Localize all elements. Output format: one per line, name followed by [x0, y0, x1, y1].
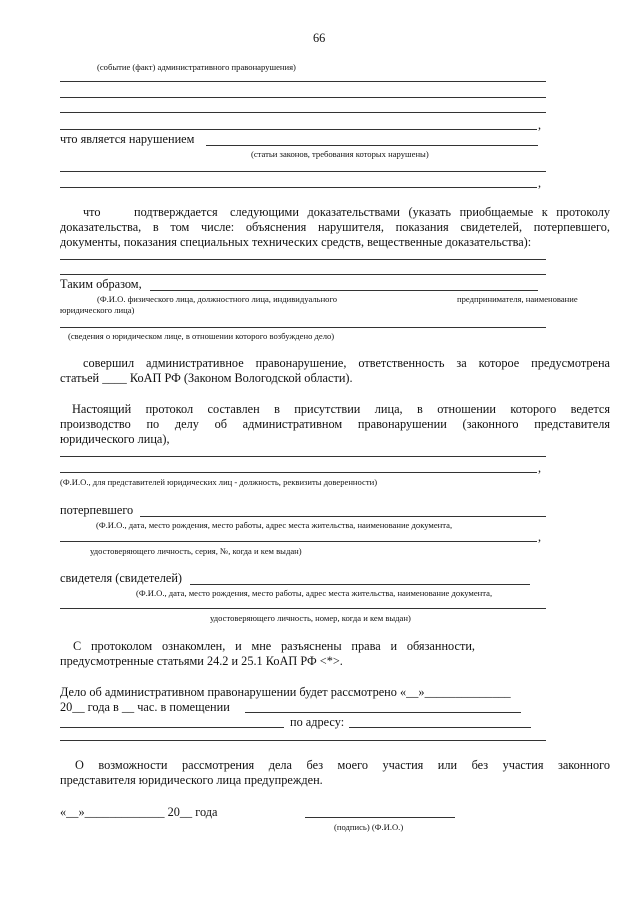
- hearing-address-field: [349, 727, 531, 728]
- victim-line-2: [60, 541, 537, 542]
- signature-caption: (подпись) (Ф.И.О.): [334, 822, 404, 832]
- evidence-line1-a: что: [83, 205, 101, 219]
- violation-label: что является нарушением: [60, 132, 195, 146]
- evidence-line2: доказательства, в том числе: объяснения нарушителя, показания свидетелей, потерпевшего,: [60, 220, 610, 234]
- rights-line1: С протоколом ознакомлен, и мне разъяснены права и обязанности,: [73, 639, 475, 653]
- thus-label: Таким образом,: [60, 277, 142, 291]
- signature-field: [305, 817, 455, 818]
- presence-line2: производство по делу об административном правонарушении (законного представителя: [60, 417, 610, 431]
- notice-line1: О возможности рассмотрения дела без моего участия или без участия законного: [75, 758, 610, 772]
- presence-line3: юридического лица),: [60, 432, 170, 446]
- witness-line-2: [60, 608, 546, 609]
- victim-caption-1: (Ф.И.О., дата, место рождения, место работы, адрес места жительства, наименование документа,: [96, 520, 453, 530]
- hearing-address-line-2: [60, 740, 546, 741]
- rep-caption: (Ф.И.О., для представителей юридических лиц - должность, реквизиты доверенности): [60, 477, 378, 487]
- committed-line2: статьей ____ КоАП РФ (Законом Вологодской области).: [60, 371, 353, 385]
- violation-line-3: [60, 187, 537, 188]
- witness-field: [190, 584, 530, 585]
- evidence-line-2: [60, 274, 546, 275]
- rep-line-1: [60, 456, 546, 457]
- page-number: 66: [313, 31, 326, 45]
- person-caption-1a: (Ф.И.О. физического лица, должностного лица, индивидуального: [97, 294, 338, 304]
- hearing-pre-address-field: [60, 727, 284, 728]
- event-line-1: [60, 81, 546, 82]
- victim-caption-2: удостоверяющего личность, серия, №, когда и кем выдан): [90, 546, 302, 556]
- event-line-2: [60, 97, 546, 98]
- thus-field: [150, 290, 538, 291]
- violation-comma: ,: [538, 176, 542, 190]
- notice-line2: представителя юридического лица предупрежден.: [60, 773, 323, 787]
- evidence-line1-b: подтверждается: [134, 205, 218, 219]
- witness-label: свидетеля (свидетелей): [60, 571, 183, 585]
- evidence-line-1: [60, 259, 546, 260]
- victim-comma: ,: [538, 530, 542, 544]
- event-line-3: [60, 112, 546, 113]
- hearing-room-field: [245, 712, 521, 713]
- victim-field: [140, 516, 546, 517]
- person-caption-2: юридического лица): [60, 305, 135, 315]
- evidence-line3: документы, показания специальных технических средств, вещественные доказательства):: [60, 235, 532, 249]
- hearing-address-label: по адресу:: [290, 715, 345, 729]
- witness-caption-2: удостоверяющего личность, номер, когда и кем выдан): [210, 613, 411, 623]
- event-line-4: [60, 129, 537, 130]
- rep-line-2: [60, 472, 537, 473]
- violation-caption: (статьи законов, требования которых нарушены): [251, 149, 429, 159]
- witness-caption-1: (Ф.И.О., дата, место рождения, место работы, адрес места жительства, наименование документа,: [136, 588, 493, 598]
- event-comma: ,: [538, 118, 542, 132]
- violation-field: [206, 145, 538, 146]
- violation-line-2: [60, 171, 546, 172]
- evidence-line1-c: следующими доказательствами (указать приобщаемые к протоколу: [230, 205, 610, 219]
- victim-label: потерпевшего: [60, 503, 134, 517]
- entity-caption: (сведения о юридическом лице, в отношении которого возбуждено дело): [68, 331, 335, 341]
- committed-line1: совершил административное правонарушение, ответственность за которое предусмотрена: [83, 356, 610, 370]
- rep-comma: ,: [538, 461, 542, 475]
- date-line: «__»_____________ 20__ года: [60, 805, 218, 819]
- entity-field: [60, 327, 546, 328]
- event-caption: (событие (факт) административного правонарушения): [97, 62, 296, 72]
- hearing-line1: Дело об административном правонарушении будет рассмотрено «__»______________: [60, 685, 511, 699]
- rights-line2: предусмотренные статьями 24.2 и 25.1 КоАП РФ <*>.: [60, 654, 343, 668]
- hearing-line2: 20__ года в __ час. в помещении: [60, 700, 230, 714]
- presence-line1: Настоящий протокол составлен в присутствии лица, в отношении которого ведется: [72, 402, 610, 416]
- person-caption-1b: предпринимателя, наименование: [457, 294, 578, 304]
